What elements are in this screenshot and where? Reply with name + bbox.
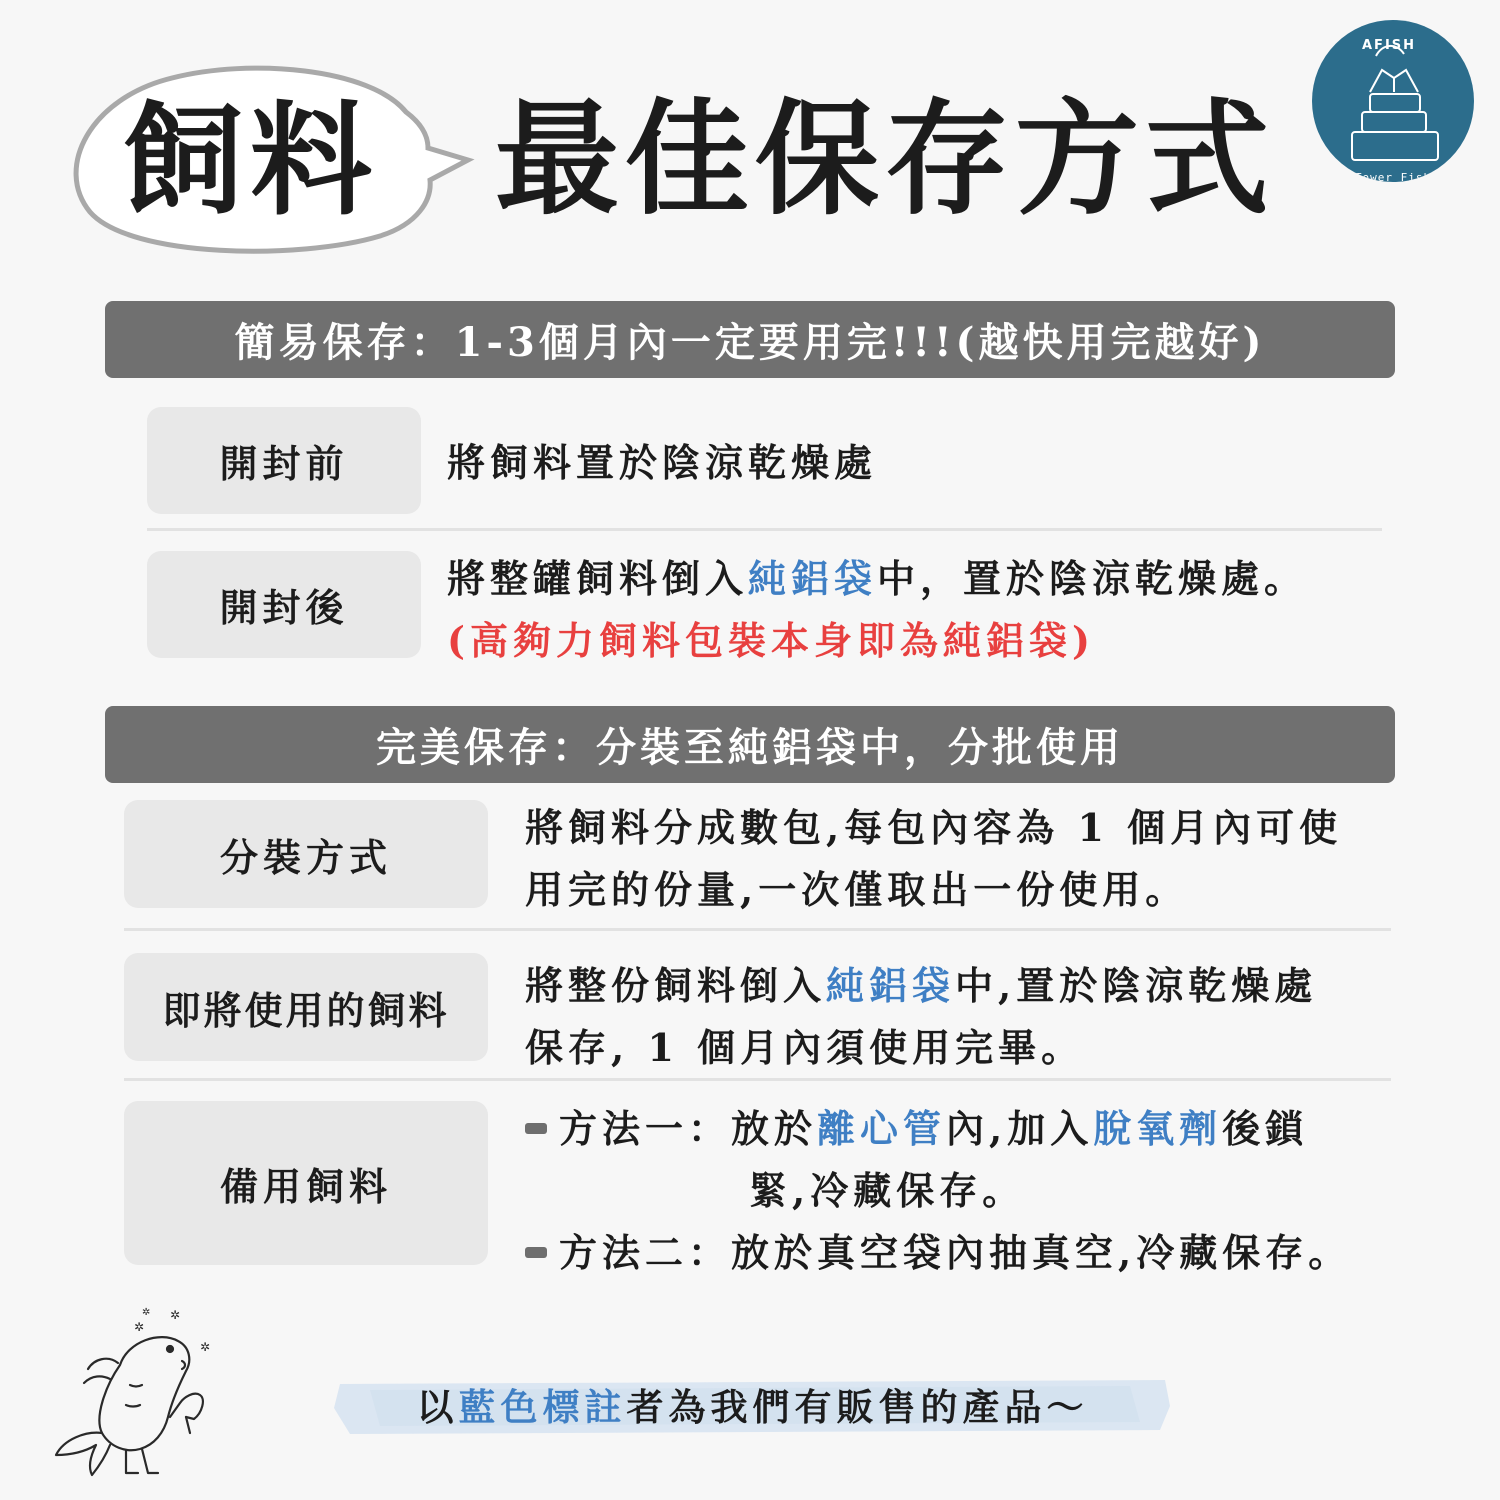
soon-to-use-text — [525, 955, 1317, 1079]
footer-blue-mark: 藍色標註 — [458, 1385, 627, 1429]
method1-continuation: 緊,冷藏保存。 — [749, 1168, 1026, 1213]
deoxidizer-highlight: 脫氧劑 — [1093, 1106, 1223, 1151]
label-before-opening — [147, 407, 421, 514]
method1-text-c: 內,加入 — [946, 1106, 1094, 1151]
svg-text:✲: ✲ — [170, 1308, 181, 1322]
method1-text-e: 後鎖 — [1222, 1106, 1309, 1151]
method1-name: 方法一： — [559, 1106, 732, 1151]
label-after-opening-text: 開封後 — [219, 585, 349, 630]
page-title: 最佳保存方式 — [495, 87, 1276, 232]
label-soon-to-use-text: 即將使用的飼料 — [162, 987, 450, 1033]
fish-mascot-illustration — [50, 1305, 230, 1480]
aluminum-bag-highlight: 純鋁袋 — [826, 963, 956, 1008]
after-opening-text-c: 中，置於陰涼乾燥處。 — [877, 556, 1308, 601]
svg-text:✲: ✲ — [134, 1320, 145, 1334]
method2-text: 放於真空袋內抽真空,冷藏保存。 — [731, 1230, 1352, 1275]
soon-to-use-line1 — [525, 955, 1317, 1017]
before-opening-text: 將飼料置於陰涼乾燥處 — [447, 440, 878, 485]
soon-to-use-line2: 保存, 1 個月內須使用完畢。 — [525, 1025, 1085, 1070]
label-after-opening — [147, 551, 421, 658]
section2-header: 完美保存：分裝至純鋁袋中，分批使用 — [105, 706, 1395, 783]
label-portioning — [124, 800, 488, 908]
portioning-text — [525, 797, 1342, 921]
svg-text:✲: ✲ — [142, 1307, 151, 1318]
soon-to-use-text-a: 將整份飼料倒入 — [525, 963, 827, 1008]
portioning-line1: 將飼料分成數包,每包內容為 1 個月內可使 — [525, 805, 1343, 850]
bullet-icon — [525, 1247, 547, 1258]
divider — [124, 1078, 1391, 1081]
logo-mark-text: AFISH — [1362, 38, 1417, 53]
bullet-icon — [525, 1123, 547, 1134]
soon-to-use-text-c: 中,置於陰涼乾燥處 — [955, 963, 1318, 1008]
after-opening-text-a: 將整罐飼料倒入 — [447, 556, 749, 601]
aluminum-bag-highlight: 純鋁袋 — [748, 556, 878, 601]
after-opening-note: (高夠力飼料包裝本身即為純鋁袋) — [447, 618, 1095, 663]
method1-line — [525, 1098, 1351, 1160]
label-soon-to-use — [124, 953, 488, 1061]
footer-note — [330, 1375, 1175, 1439]
label-before-opening-text: 開封前 — [219, 441, 349, 486]
logo-text: Tower Fish — [1354, 171, 1432, 182]
divider — [124, 928, 1391, 931]
reserve-feed-text — [525, 1098, 1351, 1284]
title-bubble-text: 飼料 — [122, 88, 378, 232]
portioning-line2: 用完的份量,一次僅取出一份使用。 — [525, 867, 1189, 912]
after-opening-text — [447, 548, 1307, 672]
method2-name: 方法二： — [559, 1230, 732, 1275]
footer-text-a: 以 — [416, 1385, 459, 1429]
after-opening-line — [447, 548, 1307, 610]
label-portioning-text: 分裝方式 — [219, 834, 392, 880]
method2-line — [525, 1222, 1351, 1284]
svg-text:✲: ✲ — [200, 1340, 211, 1354]
tower-fish-logo — [1312, 20, 1474, 182]
section1-header: 簡易保存：1-3個月內一定要用完!!!(越快用完越好) — [105, 301, 1395, 378]
label-reserve-feed-text: 備用飼料 — [219, 1163, 392, 1209]
divider — [147, 528, 1382, 531]
method1-text-a: 放於 — [731, 1106, 818, 1151]
label-reserve-feed — [124, 1101, 488, 1265]
footer-text-c: 者為我們有販售的產品～ — [626, 1385, 1089, 1429]
centrifuge-tube-highlight: 離心管 — [817, 1106, 947, 1151]
